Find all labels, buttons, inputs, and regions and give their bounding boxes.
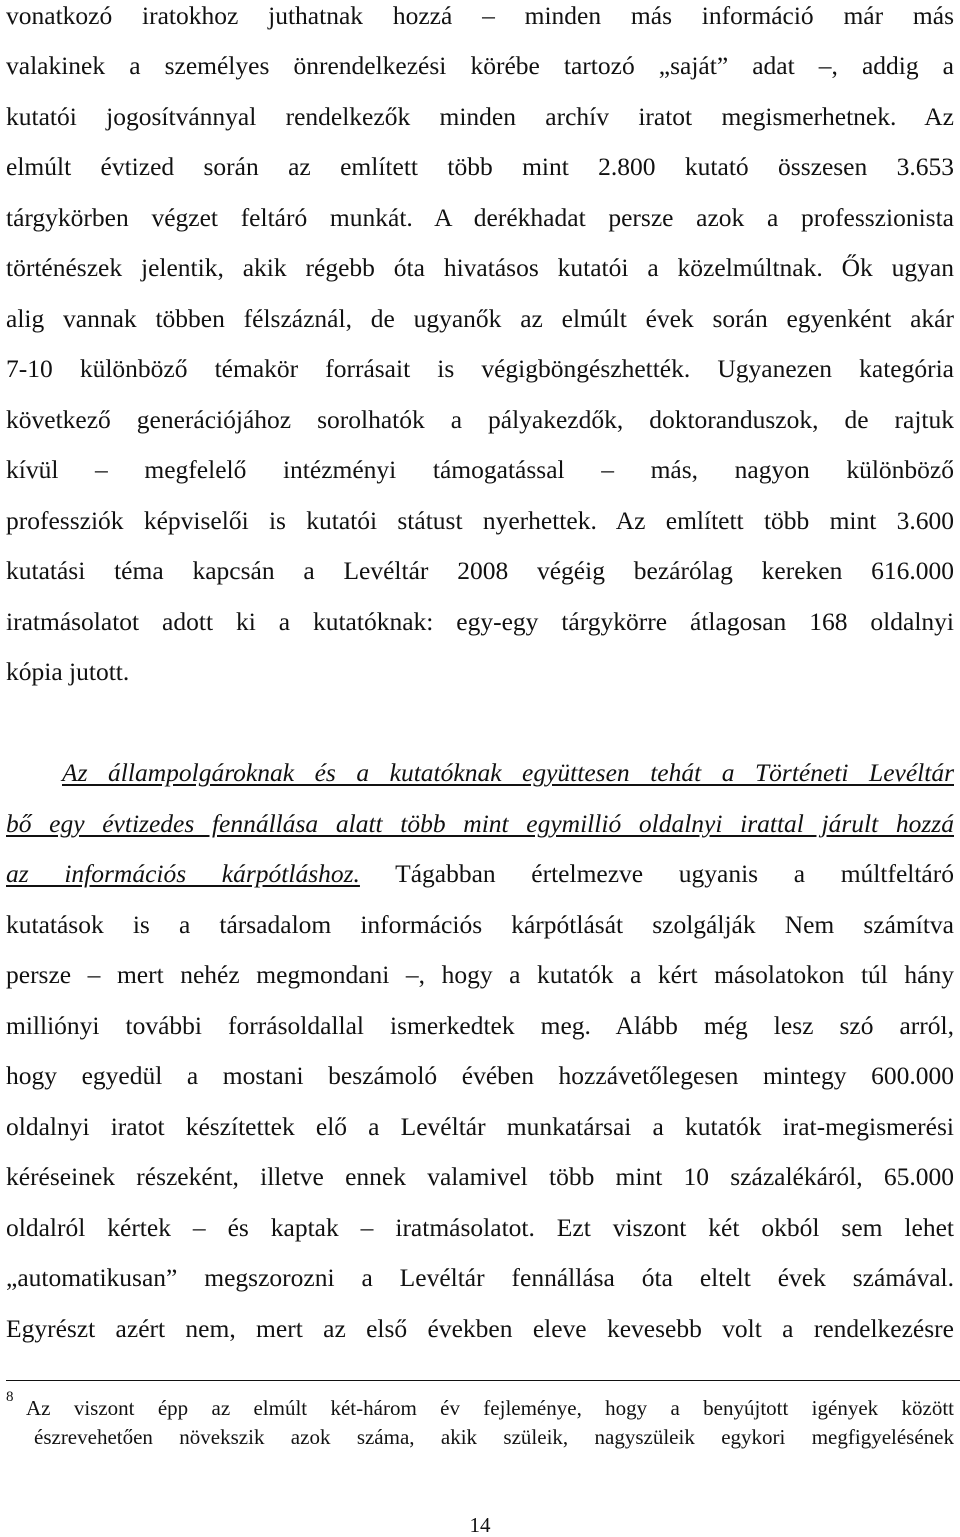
text-line: 7-10 különböző témakör forrásait is végigböngészhették. Ugyanezen kategória xyxy=(6,354,954,383)
emphasized-text-line: bő egy évtizedes fennállása alatt több mint egymillió oldalnyi irattal járult hozzá xyxy=(6,809,954,838)
text-line: professziók képviselői is kutatói státust nyerhettek. Az említett több mint 3.600 xyxy=(6,506,954,535)
text-line: Egyrészt azért nem, mert az első években eleve kevesebb volt a rendelkezésre xyxy=(6,1314,954,1343)
text-line: valakinek a személyes önrendelkezési körébe tartozó „saját” adat –, addig a xyxy=(6,51,954,80)
text-line: elmúlt évtized során az említett több mint 2.800 kutató összesen 3.653 xyxy=(6,152,954,181)
text-line: kutatások is a társadalom információs kárpótlását szolgálják Nem számítva xyxy=(6,910,954,939)
text-line: persze – mert nehéz megmondani –, hogy a kutatók a kért másolatokon túl hány xyxy=(6,960,954,989)
text-line: alig vannak többen félszáznál, de ugyanők az elmúlt évek során egyenként akár xyxy=(6,304,954,333)
text-line: kutatási téma kapcsán a Levéltár 2008 végéig bezárólag kereken 616.000 xyxy=(6,556,954,585)
text-line: milliónyi további forrásoldallal ismerkedtek meg. Alább még lesz szó arról, xyxy=(6,1011,954,1040)
emphasized-text: az információs kárpótláshoz. xyxy=(6,859,360,888)
footnote-separator xyxy=(6,1380,960,1381)
text-line: következő generációjához sorolhatók a pályakezdők, doktoranduszok, de rajtuk xyxy=(6,405,954,434)
text-line: hogy egyedül a mostani beszámoló évében hozzávetőlegesen mintegy 600.000 xyxy=(6,1061,954,1090)
text-line: vonatkozó iratokhoz juthatnak hozzá – minden más információ már más xyxy=(6,1,954,30)
text-line xyxy=(6,858,954,890)
text-line: kívül – megfelelő intézményi támogatással – más, nagyon különböző xyxy=(6,455,954,484)
emphasized-text-line: Az állampolgároknak és a kutatóknak együttesen tehát a Történeti Levéltár xyxy=(62,758,954,787)
text-line: „automatikusan” megszorozni a Levéltár fennállása óta eltelt évek számával. xyxy=(6,1263,954,1292)
text-line: kópia jutott. xyxy=(6,657,130,686)
text-line: kutatói jogosítvánnyal rendelkezők minden archív iratot megismerhetnek. Az xyxy=(6,102,954,131)
text-line: iratmásolatot adott ki a kutatóknak: egy-egy tárgykörre átlagosan 168 oldalnyi xyxy=(6,607,954,636)
text-line: kéréseinek részeként, illetve ennek valamivel több mint 10 százalékáról, 65.000 xyxy=(6,1162,954,1191)
text-line: oldalnyi iratot készítettek elő a Levéltár munkatársai a kutatók irat-megismerési xyxy=(6,1112,954,1141)
footnote-marker: 8 xyxy=(6,1389,14,1405)
text-line: oldalról kértek – és kaptak – iratmásolatot. Ezt viszont két okból sem lehet xyxy=(6,1213,954,1242)
footnote-text-line: észrevehetően növekszik azok száma, akik szüleik, nagyszüleik egykori megfigyelésének xyxy=(34,1425,954,1449)
text-line: tárgykörben végzet feltáró munkát. A derékhadat persze azok a professzionista xyxy=(6,203,954,232)
page-number: 14 xyxy=(469,1513,491,1537)
text-segment: Tágabban értelmezve ugyanis a múltfeltáró xyxy=(359,859,954,888)
footnote-text-line: Az viszont épp az elmúlt két-három év fejleménye, hogy a benyújtott igények között xyxy=(26,1396,954,1420)
text-line: történészek jelentik, akik régebb óta hivatásos kutatói a közelmúltnak. Ők ugyan xyxy=(6,253,954,282)
